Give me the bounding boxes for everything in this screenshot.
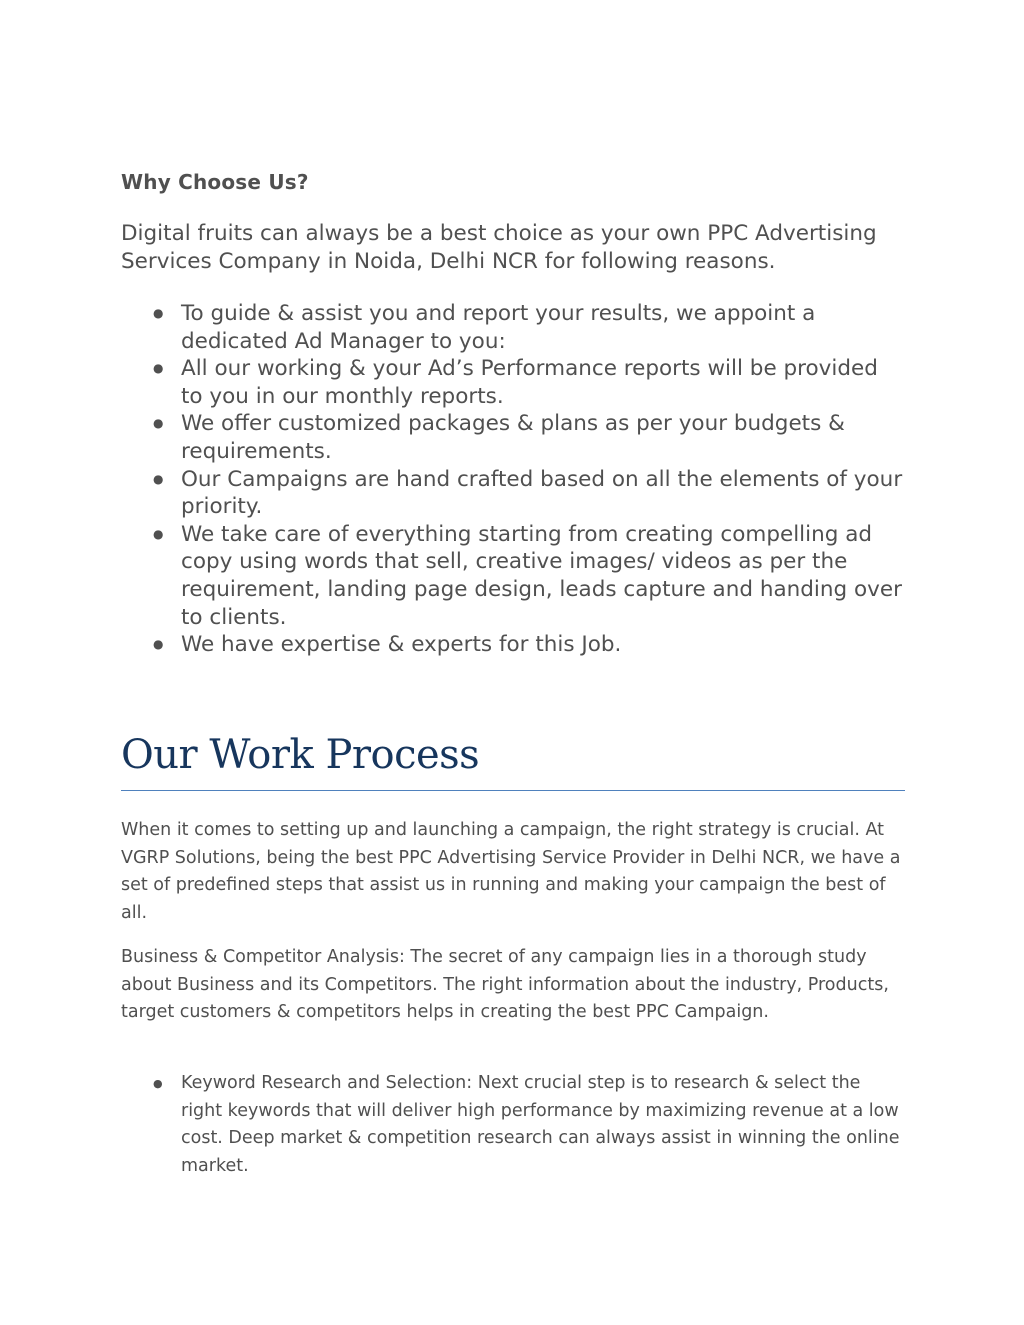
why-choose-us-heading: Why Choose Us? — [121, 170, 309, 194]
bullet-dot-icon: ● — [153, 1077, 163, 1090]
heading-divider — [121, 790, 905, 791]
list-item-text: We take care of everything starting from creating compelling ad copy using words that sell, creative images/ videos as per the requirement, landing page design, leads capture and handing over to clients. — [181, 521, 902, 630]
list-item — [121, 410, 905, 465]
competitor-analysis-paragraph: Business & Competitor Analysis: The secret of any campaign lies in a thorough study about Business and its Competitors. The right information about the industry, Products, target customers & competitors helps in creating the best PPC Campaign. — [121, 947, 889, 1023]
list-item-text: All our working & your Ad’s Performance reports will be provided to you in our monthly reports. — [181, 356, 878, 409]
list-item-text: We have expertise & experts for this Job. — [181, 632, 622, 658]
list-item-text: We offer customized packages & plans as per your budgets & requirements. — [181, 411, 845, 464]
bullet-dot-icon: ● — [153, 306, 164, 320]
process-steps-list — [121, 1070, 905, 1180]
list-item-text: Keyword Research and Selection: Next crucial step is to research & select the right keywords that will deliver high performance by maximizing revenue at a low cost. Deep market & competition research can always assist in winning the online market. — [181, 1073, 900, 1176]
list-item — [121, 300, 905, 355]
bullet-dot-icon: ● — [153, 361, 164, 376]
list-item — [121, 631, 905, 659]
bullet-dot-icon: ● — [153, 526, 164, 541]
bullet-dot-icon: ● — [153, 637, 164, 652]
reasons-list — [121, 300, 905, 659]
process-intro-paragraph: When it comes to setting up and launching a campaign, the right strategy is crucial. At VGRP Solutions, being the best PPC Advertising Service Provider in Delhi NCR, we have a set of predefined steps that assist us in running and making your campaign the best of all. — [121, 820, 901, 923]
list-item-text: Our Campaigns are hand crafted based on all the elements of your priority. — [181, 466, 903, 520]
list-item — [121, 355, 905, 410]
our-work-process-heading: Our Work Process — [121, 732, 480, 778]
list-item — [121, 521, 905, 631]
list-item — [121, 1070, 905, 1180]
bullet-dot-icon: ● — [153, 471, 164, 486]
list-item-text: To guide & assist you and report your results, we appoint a dedicated Ad Manager to you: — [181, 301, 816, 354]
why-choose-us-intro: Digital fruits can always be a best choice as your own PPC Advertising Services Company in Noida, Delhi NCR for following reasons. — [121, 221, 877, 274]
list-item — [121, 466, 905, 521]
bullet-dot-icon: ● — [153, 416, 164, 431]
